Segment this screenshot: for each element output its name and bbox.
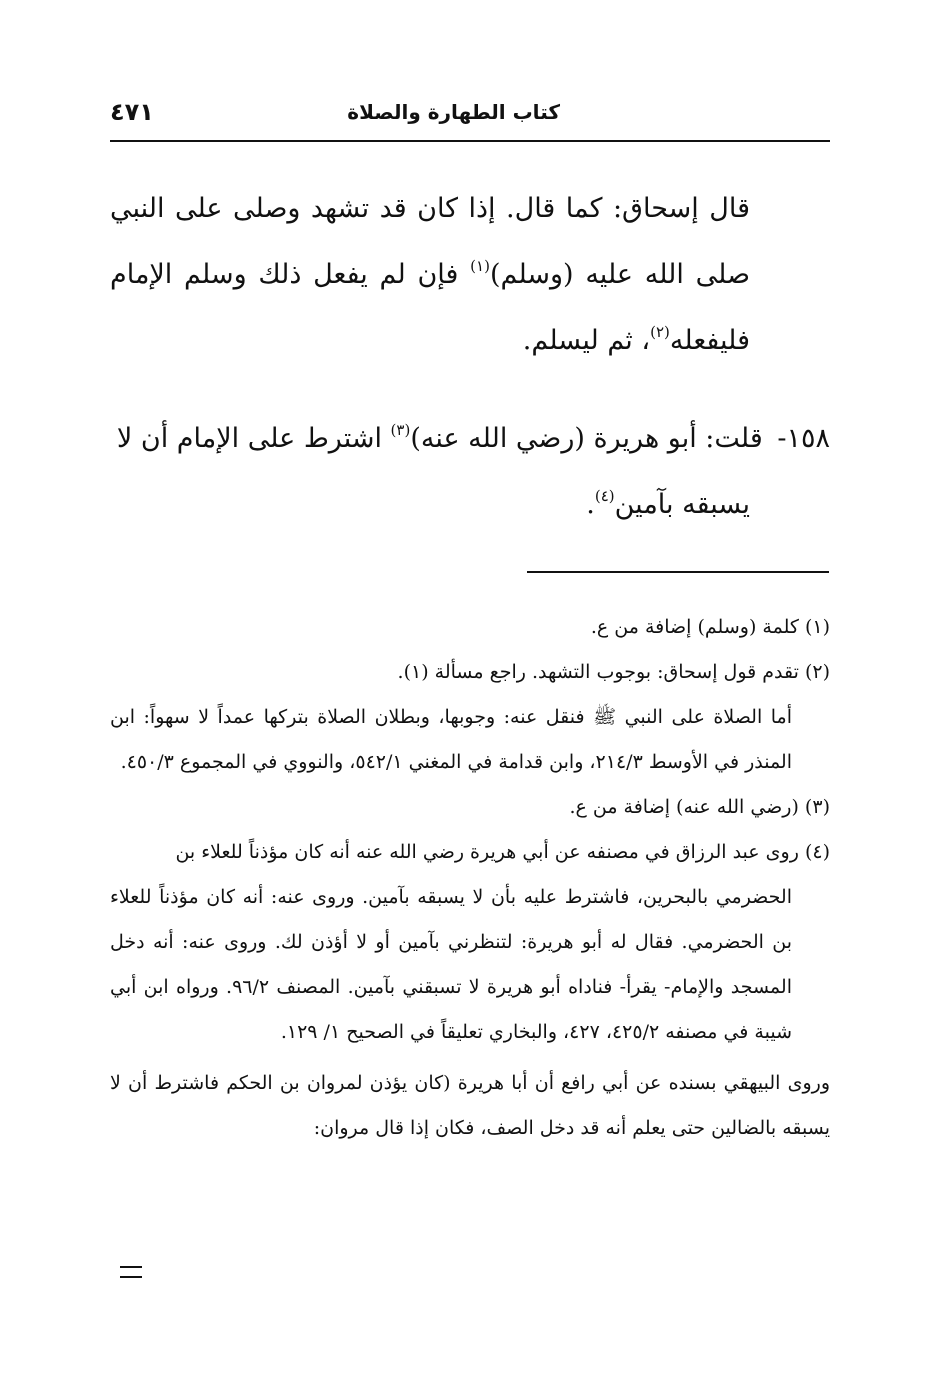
footnote-separator [527,571,829,573]
paragraph-ishaq-mid: فإن لم يفعل ذلك وسلم الإمام فليفعله [110,259,750,356]
paragraph-158-continued [110,472,830,538]
footnote-2-continued: أما الصلاة على النبي ﷺ فنقل عنه: وجوبها، وبطلان الصلاة بتركها عمداً لا سهواً: ابن المنذر في الأوسط ٢١٤/٣، وابن قدامة في المغني ٥٤٢/١، والنووي في المجموع ٤٥٠/٣. [110,706,792,773]
page-header [110,98,830,138]
footnote-4-rest: الحضرمي بالبحرين، فاشترط عليه بأن لا يسبقه بآمين. وروى عنه: أنه كان مؤذناً للعلاء بن الحضرمي. فقال له أبو هريرة: لتنظرني بآمين أو لا أؤذن لك. وروى عنه: أنه دخل المسجد والإمام- يقرأ- فناداه أبو هريرة لا تسبقني بآمين. المصنف ٩٦/٢. ورواه ابن أبي شيبة في مصنفه ٤٢٥/٢، ٤٢٧، والبخاري تعليقاً في الصحيح ١/ ١٢٩. [110,886,792,1043]
footnote-3: (٣) (رضي الله عنه) إضافة من ع. [569,796,830,818]
footnote-ref-4: (٤) [594,487,615,505]
footnote-4-number: (٤) [804,841,830,863]
paragraph-158 [110,406,830,538]
footnote-4-first-line: روى عبد الرزاق في مصنفه عن أبي هريرة رضي الله عنه أنه كان مؤذناً للعلاء بن [175,841,799,863]
footnote-1: (١) كلمة (وسلم) إضافة من ع. [590,616,830,638]
footnote-2: (٢) تقدم قول إسحاق: بوجوب التشهد. راجع مسألة (١). [397,661,830,683]
footnote-ref-3: (٣) [390,421,411,439]
paragraph-158-cont-text: يسبقه بآمين [614,489,750,520]
paragraph-ishaq-text: قال إسحاق: كما قال. إذا كان قد تشهد وصلى على النبي صلى الله عليه (وسلم) [110,193,750,290]
paragraph-ishaq-end: ، ثم ليسلم. [522,325,651,356]
running-title: كتاب الطهارة والصلاة [347,100,560,124]
footnote-ref-1: (١) [470,257,490,275]
header-rule [110,140,830,142]
paragraph-158-end: . [586,489,595,520]
footnotes [110,605,830,1151]
continuation-marker [120,1266,142,1278]
footnote-4-extra: وروى البيهقي بسنده عن أبي رافع أن أبا هريرة (كان يؤذن لمروان بن الحكم فاشترط أن لا يسبقه بالضالين حتى يعلم أنه قد دخل الصف، فكان إذا قال مروان: [110,1072,830,1139]
paragraph-158-text: قلت: أبو هريرة (رضي الله عنه) [410,423,763,454]
issue-number: ١٥٨- [777,423,830,454]
page-number: ٤٧١ [110,98,154,126]
paragraph-158-mid: اشترط على الإمام أن لا [116,423,391,454]
footnote-4 [110,830,830,1055]
paragraph-ishaq [110,176,750,374]
footnote-ref-2: (٢) [650,323,670,341]
